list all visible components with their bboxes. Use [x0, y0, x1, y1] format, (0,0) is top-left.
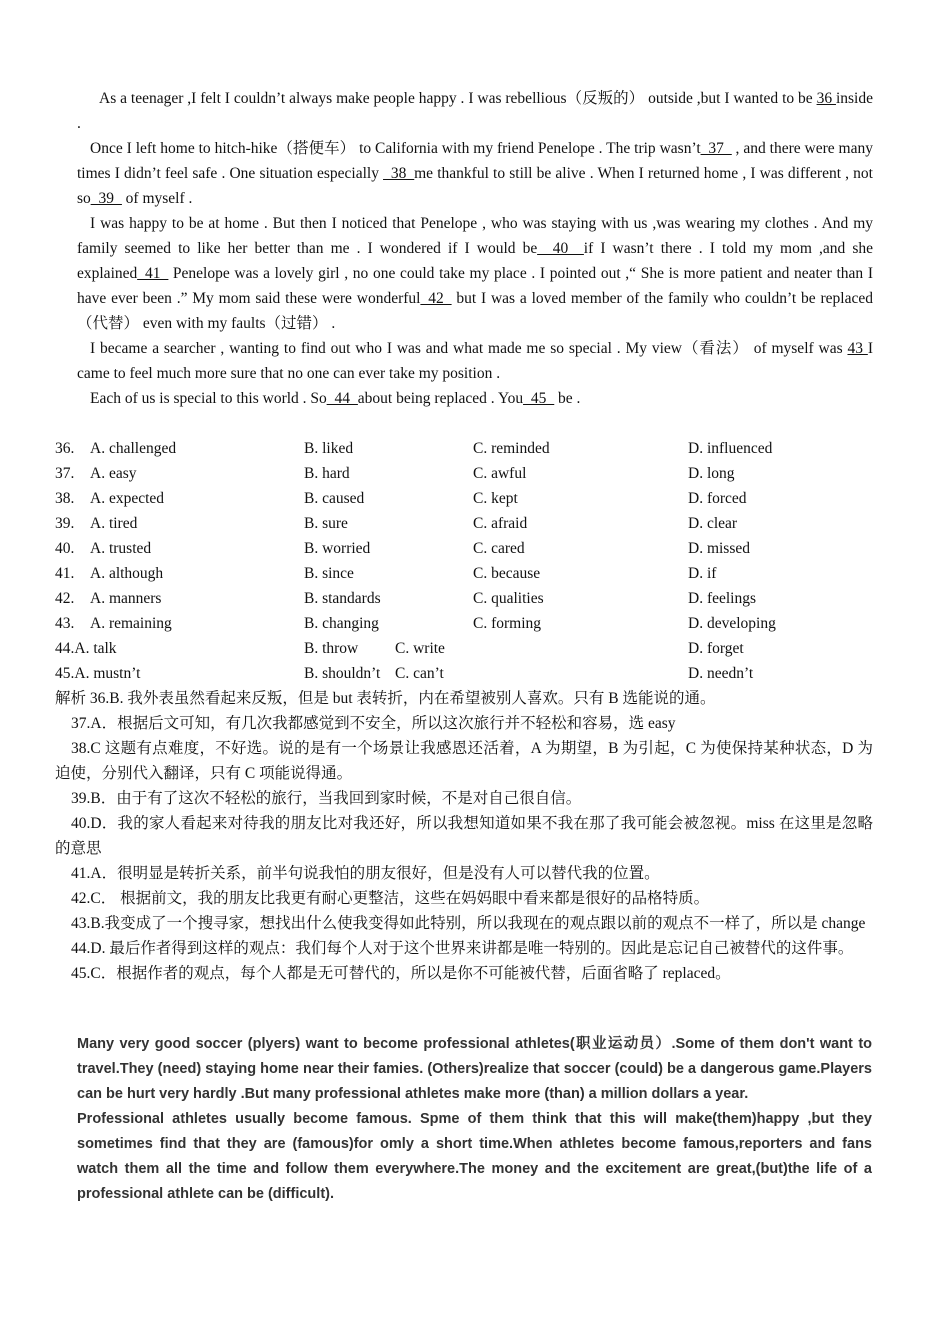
passage-paragraph: I became a searcher , wanting to find out who I was and what made me so special . My view（看法） of myself was 43 I came to feel much more sure that no one can ever take my position . [77, 340, 873, 382]
passage-paragraph: I was happy to be at home . But then I noticed that Penelope , who was staying with us ,was wearing my clothes . And my family seemed to like her better than me . I wondered if I would be__40__if I wasn’t there . I told my mom ,and she explained_41_ Penelope was a lovely girl , no one could take my place . I pointed out ,“ She is more patient and neater than I have ever been .” My mom said these were wonderful_42_ but I was a loved member of the family who couldn’t be replaced（代替） even with my faults（过错） . [77, 215, 873, 332]
option-a: A. expected [90, 490, 165, 507]
question-number: 36. [55, 440, 75, 457]
analysis-item: 44.D. 最后作者得到这样的观点：我们每个人对于这个世界来讲都是唯一特别的。因此是忘记自己被替代的这件事。 [71, 940, 854, 957]
blank-39: _39_ [90, 190, 122, 207]
option-c: C. write [395, 640, 445, 657]
option-row [55, 486, 875, 511]
blank-44: _44_ [326, 390, 358, 407]
question-number: 38. [55, 490, 75, 507]
answer-analysis [55, 686, 873, 986]
bold-paragraph: Professional athletes usually become famous. Spme of them think that this will make(them)happy ,but they sometimes find that they are (famous)for omly a short time.When athletes become famous,reporters and fans watch them all the time and follow them everywhere.The money and the excitement are great,(but)the life of a professional athlete can be (difficult). [77, 1111, 872, 1202]
blank-36: 36 [816, 90, 836, 107]
question-number: 40. [55, 540, 75, 557]
option-a: A. trusted [90, 540, 152, 557]
option-d: D. missed [688, 540, 750, 557]
blank-43: 43 [847, 340, 868, 357]
option-b: B. sure [304, 515, 348, 532]
option-a: A. tired [90, 515, 138, 532]
option-d: D. forced [688, 490, 747, 507]
answer-options [55, 436, 875, 686]
analysis-item: 40.D．我的家人看起来对待我的朋友比对我还好，所以我想知道如果不我在那了我可能会被忽视。miss 在这里是忽略的意思 [55, 815, 873, 857]
option-b: B. changing [304, 615, 379, 632]
option-a: A. manners [90, 590, 162, 607]
passage-paragraph: Each of us is special to this world . So_44_about being replaced . You_45_ be . [90, 390, 581, 407]
option-c: C. reminded [473, 440, 550, 457]
option-c: C. awful [473, 465, 527, 482]
question-number: 43. [55, 615, 75, 632]
blank-41: _41_ [137, 265, 169, 282]
option-d: D. long [688, 465, 735, 482]
analysis-item: 45.C．根据作者的观点，每个人都是无可替代的，所以是你不可能被代替，后面省略了 replaced。 [71, 965, 731, 982]
option-d: D. clear [688, 515, 738, 532]
option-c: C. qualities [473, 590, 544, 607]
option-c: C. because [473, 565, 541, 582]
option-row [55, 611, 875, 636]
option-b: B. since [304, 565, 354, 582]
option-b: B. shouldn’t [304, 665, 381, 682]
error-correction-passage [77, 1032, 872, 1207]
option-a: A. although [90, 565, 164, 582]
option-b: B. standards [304, 590, 381, 607]
option-b: B. hard [304, 465, 350, 482]
analysis-item: 解析 36.B. 我外表虽然看起来反叛，但是 but 表转折，内在希望被别人喜欢。只有 B 选能说的通。 [55, 690, 716, 707]
option-row [55, 436, 875, 461]
analysis-item: 39.B．由于有了这次不轻松的旅行，当我回到家时候，不是对自己很自信。 [71, 790, 582, 807]
option-d: D. forget [688, 640, 744, 657]
analysis-item: 37.A．根据后文可知，有几次我都感觉到不安全，所以这次旅行并不轻松和容易，选 easy [71, 715, 676, 732]
blank-40: __40__ [537, 240, 584, 257]
option-a: A. remaining [90, 615, 172, 632]
option-c: C. cared [473, 540, 525, 557]
question-number: 37. [55, 465, 75, 482]
option-b: B. worried [304, 540, 371, 557]
option-c: C. can’t [395, 665, 444, 682]
analysis-item: 41.A．很明显是转折关系，前半句说我怕的朋友很好，但是没有人可以替代我的位置。 [71, 865, 660, 882]
option-c: C. afraid [473, 515, 528, 532]
option-d: D. if [688, 565, 717, 582]
option-d: D. influenced [688, 440, 773, 457]
option-a: A. easy [90, 465, 137, 482]
option-c: C. forming [473, 615, 542, 632]
option-row [55, 461, 875, 486]
option-b: B. liked [304, 440, 354, 457]
option-d: D. needn’t [688, 665, 754, 682]
option-row [55, 586, 875, 611]
option-row [55, 511, 875, 536]
option-d: D. feelings [688, 590, 757, 607]
option-b: B. caused [304, 490, 365, 507]
question-number: 42. [55, 590, 75, 607]
cloze-passage [77, 86, 873, 411]
passage-paragraph: As a teenager ,I felt I couldn’t always make people happy . I was rebellious（反叛的） outside ,but I wanted to be 36 inside . [77, 90, 873, 132]
option-b: B. throw [304, 640, 359, 657]
question-number: 44.A. talk [55, 640, 117, 657]
bold-paragraph: Many very good soccer (plyers) want to become professional athletes(职业运动员）.Some of them don't want to travel.They (need) staying home near their famies. (Others)realize that soccer (could) be a dangerous game.Players can be hurt very hardly .But many professional athletes make more (than) a million dollars a year. [77, 1036, 872, 1102]
blank-45: _45_ [523, 390, 555, 407]
analysis-item: 38.C 这题有点难度，不好选。说的是有一个场景让我感恩还活着，A 为期望，B 为引起，C 为使保持某种状态，D 为迫使，分别代入翻译，只有 C 项能说得通。 [55, 740, 873, 782]
blank-37: _37_ [700, 140, 732, 157]
blank-42: _42_ [420, 290, 452, 307]
option-row [55, 661, 875, 686]
option-row [55, 536, 875, 561]
analysis-item: 42.C． 根据前文，我的朋友比我更有耐心更整洁，这些在妈妈眼中看来都是很好的品格特质。 [71, 890, 710, 907]
question-number: 41. [55, 565, 75, 582]
option-d: D. developing [688, 615, 776, 632]
option-row [55, 636, 875, 661]
question-number: 45.A. mustn’t [55, 665, 141, 682]
passage-paragraph: Once I left home to hitch-hike（搭便车） to California with my friend Penelope . The trip wasn’t_37_ , and there were many times I didn’t feel safe . One situation especially _38_me thankful to still be alive . When I returned home , I was different , not so_39_ of myself . [77, 140, 873, 207]
option-c: C. kept [473, 490, 518, 507]
option-row [55, 561, 875, 586]
analysis-item: 43.B.我变成了一个搜寻家，想找出什么使我变得如此特别，所以我现在的观点跟以前的观点不一样了，所以是 change [71, 915, 866, 932]
question-number: 39. [55, 515, 75, 532]
option-a: A. challenged [90, 440, 177, 457]
blank-38: _38_ [383, 165, 415, 182]
